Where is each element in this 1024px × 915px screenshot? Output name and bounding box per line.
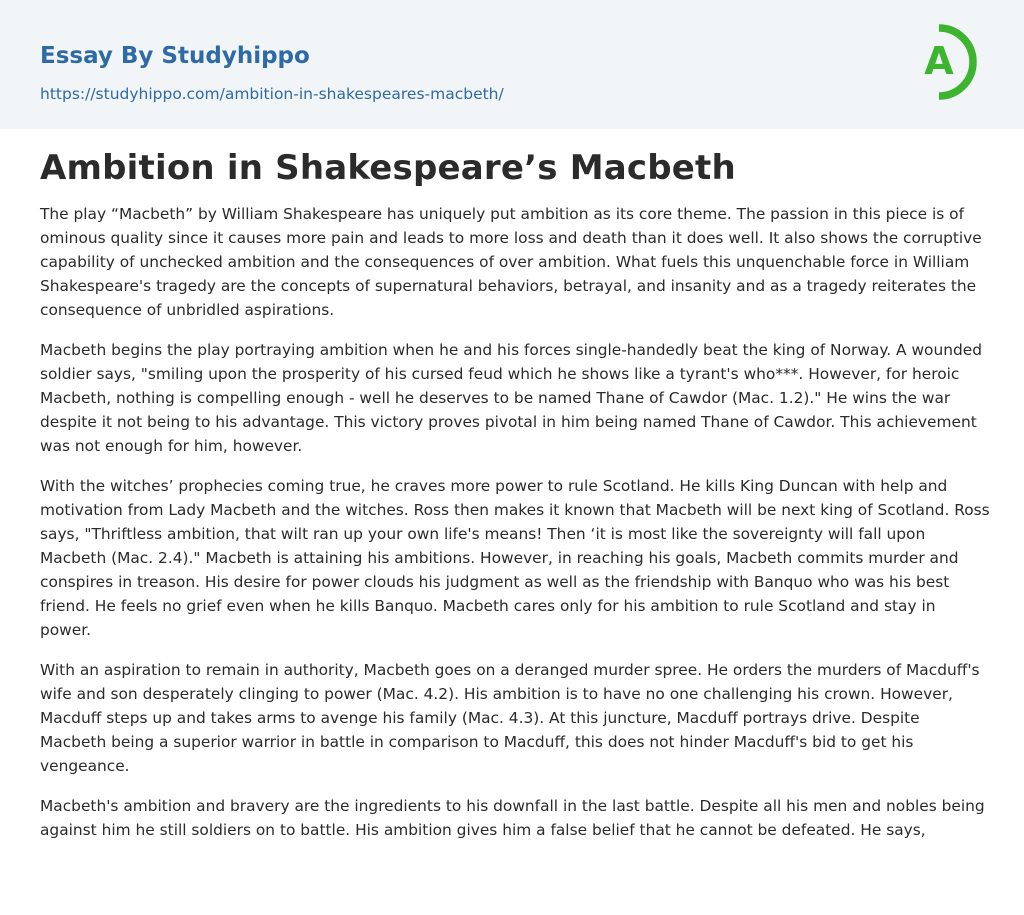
paragraph-5: Macbeth's ambition and bravery are the ingredients to his downfall in the last battle. Despite all his men and nobles being against him he still soldiers on to battle. His ambition gives him a false belief that he cannot be defeated. He says, — [40, 797, 985, 839]
logo-letter: A — [924, 39, 954, 83]
paragraph-1: The play “Macbeth” by William Shakespeare has uniquely put ambition as its core theme. The passion in this piece is of ominous quality since it causes more pain and leads to more loss and death than it does well. It also shows the corruptive capability of unchecked ambition and the consequences of over ambition. What fuels this unquenchable force in William Shakespeare's tragedy are the concepts of supernatural behaviors, betrayal, and insanity and as a tragedy reiterates the consequence of unbridled aspirations. — [40, 205, 982, 319]
paragraph-3: With the witches’ prophecies coming true, he craves more power to rule Scotland. He kills King Duncan with help and motivation from Lady Macbeth and the witches. Ross then makes it known that Macbeth will be next king of Scotland. Ross says, "Thriftless ambition, that wilt ran up your own life's means! Then ‘it is most like the sovereignty will fall upon Macbeth (Mac. 2.4)." Macbeth is attaining his ambitions. However, in reaching his goals, Macbeth commits murder and conspires in treason. His desire for power clouds his judgment as well as the friendship with Banquo who was his best friend. He feels no grief even when he kills Banquo. Macbeth cares only for his ambition to rule Scotland and stay in power. — [40, 477, 990, 639]
studyhippo-logo-icon[interactable] — [912, 19, 986, 105]
essay-url-link[interactable]: https://studyhippo.com/ambition-in-shakespeares-macbeth/ — [40, 85, 504, 103]
site-brand[interactable]: Essay By Studyhippo — [40, 43, 310, 69]
essay-title: Ambition in Shakespeare’s Macbeth — [40, 148, 736, 188]
paragraph-4: With an aspiration to remain in authority, Macbeth goes on a deranged murder spree. He orders the murders of Macduff's wife and son desperately clinging to power (Mac. 4.2). His ambition is to have no one challenging his crown. However, Macduff steps up and takes arms to avenge his family (Mac. 4.3). At this juncture, Macduff portrays drive. Despite Macbeth being a superior warrior in battle in comparison to Macduff, this does not hinder Macduff's bid to get his vengeance. — [40, 661, 980, 775]
site-header — [0, 0, 1024, 129]
article-content — [40, 142, 990, 858]
paragraph-2: Macbeth begins the play portraying ambition when he and his forces single-handedly beat the king of Norway. A wounded soldier says, "smiling upon the prosperity of his cursed feud which he shows like a tyrant's who***. However, for heroic Macbeth, nothing is compelling enough - well he deserves to be named Thane of Cawdor (Mac. 1.2)." He wins the war despite it not being to his advantage. This victory proves pivotal in him being named Thane of Cawdor. This achievement was not enough for him, however. — [40, 341, 982, 455]
